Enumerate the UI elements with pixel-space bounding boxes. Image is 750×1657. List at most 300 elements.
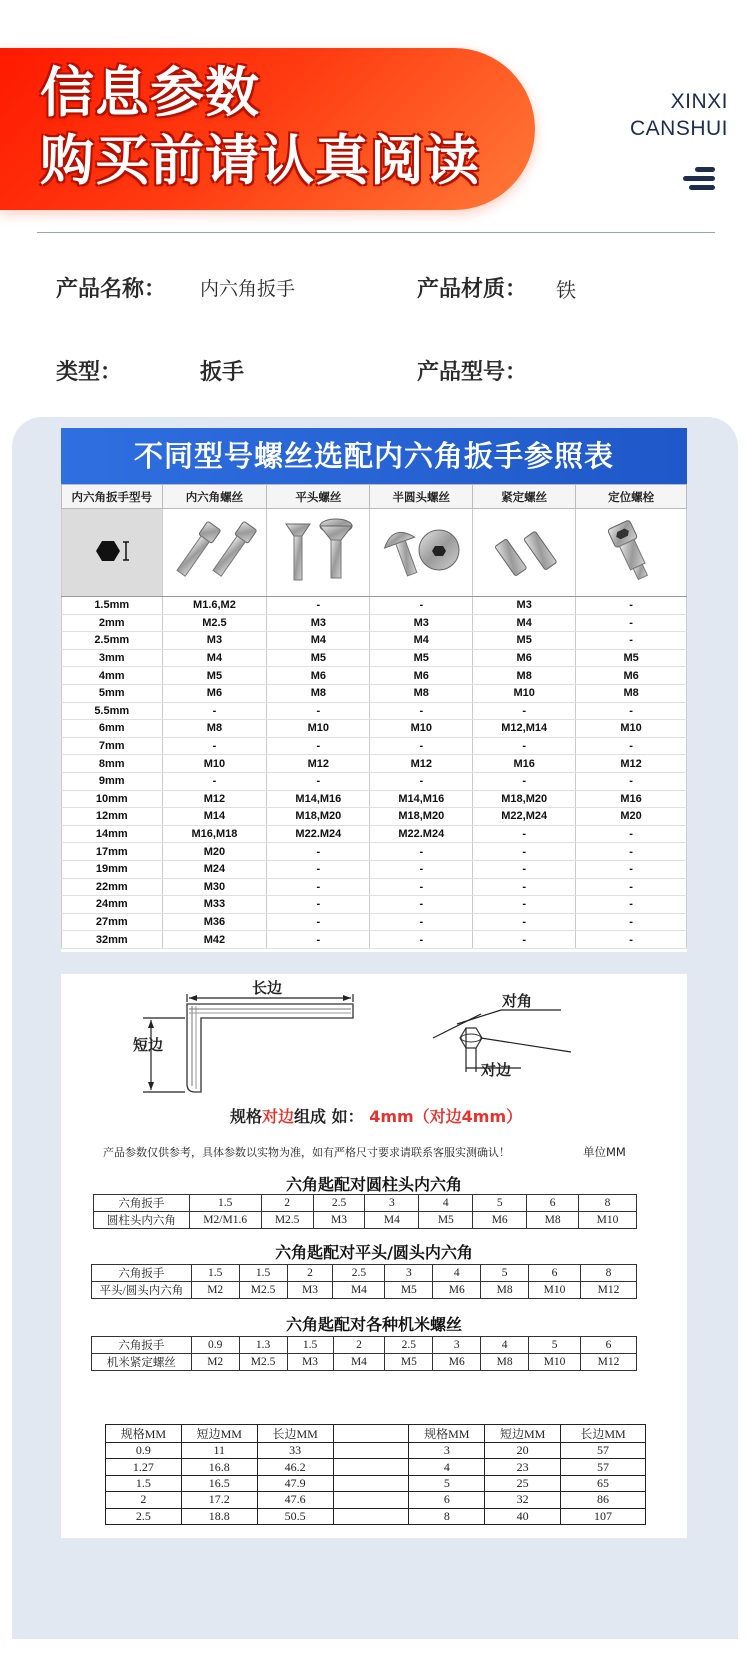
table-row [62, 825, 687, 843]
table-cell: - [267, 931, 370, 949]
table-cell: M2.5 [239, 1282, 287, 1299]
table-cell: 2 [287, 1265, 333, 1282]
table-row [62, 896, 687, 914]
table-cell: - [473, 913, 576, 931]
table-cell: M8 [162, 720, 267, 738]
table-cell: - [576, 825, 687, 843]
table-row [62, 684, 687, 702]
table-cell: 50.5 [257, 1508, 333, 1524]
match3-table [91, 1336, 637, 1371]
table-cell: M12 [581, 1354, 637, 1371]
table-cell: 机米紧定螺丝 [92, 1354, 192, 1371]
hex-key-icon [62, 509, 163, 597]
table-cell: - [267, 772, 370, 790]
table-cell [333, 1492, 409, 1508]
table-cell: M12 [370, 755, 473, 773]
product-name-value: 内六角扳手 [200, 278, 296, 300]
table-cell: M12,M14 [473, 720, 576, 738]
disclaimer-note: 产品参数仅供参考，具体参数以实物为准，如有严格尺寸要求请联系客服实测确认！ [103, 1146, 510, 1159]
table-cell: 47.9 [257, 1475, 333, 1491]
table-cell: - [162, 772, 267, 790]
col-header: 定位螺栓 [576, 485, 687, 509]
table-cell: - [473, 737, 576, 755]
table-cell: 1.5 [287, 1337, 333, 1354]
table-cell: - [370, 772, 473, 790]
table-cell: 2.5 [313, 1195, 365, 1212]
table-cell: M8 [527, 1212, 579, 1229]
table-cell: M5 [473, 632, 576, 650]
table-cell: 4 [409, 1459, 485, 1475]
table-cell: M8 [481, 1282, 529, 1299]
table-cell: 14mm [62, 825, 163, 843]
table-row [62, 597, 687, 615]
table-cell: 5mm [62, 684, 163, 702]
table-cell: M3 [287, 1282, 333, 1299]
table-row [62, 843, 687, 861]
table-cell: 7mm [62, 737, 163, 755]
table-cell: 2.5 [385, 1337, 433, 1354]
table-cell: 10mm [62, 790, 163, 808]
table-row [62, 790, 687, 808]
table-cell: - [576, 702, 687, 720]
match3-title: 六角匙配对各种机米螺丝 [285, 1315, 462, 1334]
table-cell: 8 [579, 1195, 637, 1212]
col-header: 短边MM [485, 1425, 561, 1443]
table-cell: M14 [162, 808, 267, 826]
table-row [62, 772, 687, 790]
table-row [62, 860, 687, 878]
table-cell: M22.M24 [370, 825, 473, 843]
table-cell: 2.5mm [62, 632, 163, 650]
table-cell: 47.6 [257, 1492, 333, 1508]
table-cell: 32 [485, 1492, 561, 1508]
table-cell: 32mm [62, 931, 163, 949]
unit-note: 单位MM [583, 1145, 626, 1159]
table-cell: M3 [287, 1354, 333, 1371]
col-header: 内六角螺丝 [162, 485, 267, 509]
table-cell: - [576, 843, 687, 861]
match1-title: 六角匙配对圆柱头内六角 [285, 1175, 462, 1194]
side-title-line1: XINXI [670, 90, 728, 113]
product-type-label: 类型： [56, 360, 123, 385]
table-cell: M6 [433, 1282, 481, 1299]
table-cell: 65 [561, 1475, 646, 1491]
table-cell: 1.5 [239, 1265, 287, 1282]
table-cell: - [576, 632, 687, 650]
table-cell: 6 [581, 1337, 637, 1354]
table-cell: 1.5 [106, 1475, 182, 1491]
table-cell: M5 [576, 649, 687, 667]
table-cell: - [473, 772, 576, 790]
table-cell: 27mm [62, 913, 163, 931]
table-cell: 107 [561, 1508, 646, 1524]
table-cell: 17.2 [181, 1492, 257, 1508]
table-row [106, 1443, 646, 1459]
table-cell: 六角扳手 [94, 1195, 190, 1212]
spec-prefix: 规格 [230, 1107, 263, 1126]
table-cell: 0.9 [106, 1443, 182, 1459]
table-cell: - [576, 737, 687, 755]
table-cell: 2 [333, 1337, 385, 1354]
table-cell: - [370, 737, 473, 755]
table-cell: M8 [576, 684, 687, 702]
table-row [62, 632, 687, 650]
table-cell: M4 [267, 632, 370, 650]
table-cell: - [370, 931, 473, 949]
col-header: 长边MM [257, 1425, 333, 1443]
table-cell [333, 1475, 409, 1491]
col-header: 规格MM [106, 1425, 182, 1443]
table-cell: - [473, 896, 576, 914]
table-cell: 0.9 [191, 1337, 239, 1354]
table-row [62, 649, 687, 667]
table-cell: 3mm [62, 649, 163, 667]
table-row [62, 878, 687, 896]
shoulder-bolt-icon [576, 509, 687, 597]
table-cell: 5.5mm [62, 702, 163, 720]
table-cell: 1.5mm [62, 597, 163, 615]
table-cell: 57 [561, 1443, 646, 1459]
table-cell: M22,M24 [473, 808, 576, 826]
table-cell: 22mm [62, 878, 163, 896]
table-cell: M10 [267, 720, 370, 738]
flat-label: 对边 [481, 1061, 512, 1079]
flat-head-screw-icon [267, 509, 370, 597]
table-cell: 33 [257, 1443, 333, 1459]
table-cell: - [370, 896, 473, 914]
table-cell: 25 [485, 1475, 561, 1491]
table-cell: 4 [481, 1337, 529, 1354]
table-cell: M8 [267, 684, 370, 702]
table-cell: M12 [576, 755, 687, 773]
table-cell: - [576, 772, 687, 790]
table-cell: M6 [473, 1212, 527, 1229]
reference-table-header [62, 485, 687, 509]
table-cell: 46.2 [257, 1459, 333, 1475]
table-cell: - [370, 702, 473, 720]
table-cell: - [370, 597, 473, 615]
table-row [106, 1475, 646, 1491]
table-cell: M2/M1.6 [189, 1212, 261, 1229]
table-cell: 4 [433, 1265, 481, 1282]
table-cell: 40 [485, 1508, 561, 1524]
table-cell: - [576, 913, 687, 931]
table-cell: 6 [527, 1195, 579, 1212]
table-cell: 2 [261, 1195, 313, 1212]
table-row [62, 702, 687, 720]
table-cell: M22.M24 [267, 825, 370, 843]
table-cell: - [576, 860, 687, 878]
table-cell: 8mm [62, 755, 163, 773]
product-name-label: 产品名称： [56, 277, 167, 302]
table-cell: M10 [162, 755, 267, 773]
menu-icon[interactable] [683, 167, 715, 191]
table-cell: M18,M20 [473, 790, 576, 808]
table-cell: M16,M18 [162, 825, 267, 843]
table-cell: M6 [473, 649, 576, 667]
table-cell: 16.8 [181, 1459, 257, 1475]
table-cell: - [576, 896, 687, 914]
table-cell: - [473, 878, 576, 896]
table-cell: M6 [162, 684, 267, 702]
screw-image-row [62, 509, 687, 597]
spec-mid: 组成 如： [294, 1107, 364, 1126]
table-cell: 3 [365, 1195, 419, 1212]
table-cell: - [576, 597, 687, 615]
table-cell: - [162, 737, 267, 755]
match2-table [91, 1264, 637, 1299]
table-cell: 18.8 [181, 1508, 257, 1524]
table-cell: M10 [370, 720, 473, 738]
table-cell: M5 [385, 1282, 433, 1299]
table-cell: 圆柱头内六角 [94, 1212, 190, 1229]
socket-cap-screw-icon [162, 509, 267, 597]
table-cell: M6 [370, 667, 473, 685]
table-cell: M20 [162, 843, 267, 861]
table-cell: M14,M16 [370, 790, 473, 808]
side-title-line2: CANSHUI [629, 117, 728, 140]
table-cell: 3 [409, 1443, 485, 1459]
table-cell: 1.5 [189, 1195, 261, 1212]
table-cell: 2.5 [106, 1508, 182, 1524]
table-cell: 3 [433, 1337, 481, 1354]
table-cell [333, 1459, 409, 1475]
table-row [106, 1492, 646, 1508]
table-cell: 24mm [62, 896, 163, 914]
table-cell: M4 [473, 614, 576, 632]
table-cell: 2mm [62, 614, 163, 632]
table-cell: - [370, 843, 473, 861]
banner-title: 信息参数 [40, 61, 260, 124]
table-cell: 六角扳手 [92, 1337, 192, 1354]
table-cell: 9mm [62, 772, 163, 790]
table-cell: M3 [162, 632, 267, 650]
table-cell: 12mm [62, 808, 163, 826]
table-cell: M4 [333, 1282, 385, 1299]
match2-wrench-row [92, 1265, 637, 1282]
table-cell: M2 [191, 1282, 239, 1299]
header-divider [37, 232, 715, 233]
table-cell: M3 [473, 597, 576, 615]
table-cell: 4 [419, 1195, 473, 1212]
table-cell: M6 [576, 667, 687, 685]
table-cell: M36 [162, 913, 267, 931]
table-cell: M4 [370, 632, 473, 650]
short-side-label: 短边 [133, 1036, 164, 1054]
table-row [62, 720, 687, 738]
table-cell: M2.5 [261, 1212, 313, 1229]
table-cell: M8 [473, 667, 576, 685]
table-cell: 19mm [62, 860, 163, 878]
table-cell: 6mm [62, 720, 163, 738]
col-header: 规格MM [409, 1425, 485, 1443]
table-cell: M5 [419, 1212, 473, 1229]
table-cell: 5 [409, 1475, 485, 1491]
table-cell: M1.6,M2 [162, 597, 267, 615]
table-row [62, 913, 687, 931]
table-cell: - [267, 913, 370, 931]
col-header: 半圆头螺丝 [370, 485, 473, 509]
table-cell: 5 [481, 1265, 529, 1282]
table-cell: 6 [529, 1265, 581, 1282]
product-material-value: 铁 [556, 278, 576, 302]
table-cell: 86 [561, 1492, 646, 1508]
product-type-value: 扳手 [200, 360, 245, 385]
table-cell: M10 [579, 1212, 637, 1229]
table-cell: - [576, 614, 687, 632]
table-cell: M5 [385, 1354, 433, 1371]
col-header: 短边MM [181, 1425, 257, 1443]
table-cell: M4 [333, 1354, 385, 1371]
table-row [62, 614, 687, 632]
table-cell: - [267, 896, 370, 914]
table-cell: M3 [370, 614, 473, 632]
table-cell: M2 [191, 1354, 239, 1371]
table-row [106, 1508, 646, 1524]
table-cell: - [370, 913, 473, 931]
table-cell: - [267, 702, 370, 720]
reference-table-card [61, 428, 687, 952]
table-cell: M6 [267, 667, 370, 685]
table-cell: 17mm [62, 843, 163, 861]
table-cell: M18,M20 [267, 808, 370, 826]
match1-table [93, 1194, 637, 1229]
table-cell: M12 [162, 790, 267, 808]
table-cell: - [267, 597, 370, 615]
table-cell: - [267, 843, 370, 861]
match2-screw-row [92, 1282, 637, 1299]
table-row [106, 1459, 646, 1475]
banner-subtitle: 购买前请认真阅读 [40, 129, 480, 192]
spec-line [230, 1104, 522, 1127]
table-cell: M24 [162, 860, 267, 878]
table-cell: 1.27 [106, 1459, 182, 1475]
table-cell [333, 1443, 409, 1459]
table-cell: 8 [409, 1508, 485, 1524]
table-cell: M30 [162, 878, 267, 896]
table-cell: M12 [581, 1282, 637, 1299]
table-cell: - [473, 860, 576, 878]
table-cell: M6 [433, 1354, 481, 1371]
table-cell: - [576, 931, 687, 949]
table-cell: 23 [485, 1459, 561, 1475]
col-header: 紧定螺丝 [473, 485, 576, 509]
table-cell: - [162, 702, 267, 720]
table-row [62, 667, 687, 685]
table-cell: 1.3 [239, 1337, 287, 1354]
table-cell: 六角扳手 [92, 1265, 192, 1282]
col-header [333, 1425, 409, 1443]
table-row [62, 808, 687, 826]
table-cell: 11 [181, 1443, 257, 1459]
col-header: 长边MM [561, 1425, 646, 1443]
table-cell: - [576, 878, 687, 896]
table-cell: M10 [529, 1354, 581, 1371]
table-cell: 3 [385, 1265, 433, 1282]
dimensions-table [105, 1424, 646, 1525]
table-cell: M8 [370, 684, 473, 702]
table-cell: - [473, 702, 576, 720]
table-cell: 57 [561, 1459, 646, 1475]
table-cell: M3 [267, 614, 370, 632]
table-cell: - [370, 860, 473, 878]
match1-screw-row [94, 1212, 637, 1229]
dims-header-row [106, 1425, 646, 1443]
match1-wrench-row [94, 1195, 637, 1212]
table-cell: M2.5 [239, 1354, 287, 1371]
table-cell: M14,M16 [267, 790, 370, 808]
table-cell: M4 [365, 1212, 419, 1229]
table-cell: 6 [409, 1492, 485, 1508]
table-cell: M5 [370, 649, 473, 667]
spec-example: 4mm（对边4mm） [369, 1107, 523, 1126]
table-cell: 20 [485, 1443, 561, 1459]
table-cell: M10 [529, 1282, 581, 1299]
product-model-label: 产品型号： [417, 360, 528, 385]
table-cell: - [473, 825, 576, 843]
table-row [62, 737, 687, 755]
table-cell: - [473, 843, 576, 861]
table-cell: M16 [576, 790, 687, 808]
table-cell: 5 [473, 1195, 527, 1212]
table-cell: 16.5 [181, 1475, 257, 1491]
table-cell: M33 [162, 896, 267, 914]
table-cell: 2 [106, 1492, 182, 1508]
table-cell: - [267, 860, 370, 878]
match2-title: 六角匙配对平头/圆头内六角 [275, 1243, 473, 1262]
col-header: 内六角扳手型号 [62, 485, 163, 509]
button-head-screw-icon [370, 509, 473, 597]
match3-wrench-row [92, 1337, 637, 1354]
product-material-label: 产品材质： [417, 277, 528, 302]
table-cell: 5 [529, 1337, 581, 1354]
table-cell: 8 [581, 1265, 637, 1282]
table-cell: M18,M20 [370, 808, 473, 826]
spec-highlight: 对边 [262, 1107, 295, 1126]
table-cell: M8 [481, 1354, 529, 1371]
corner-label: 对角 [502, 992, 533, 1010]
table-cell: M16 [473, 755, 576, 773]
table-row [62, 755, 687, 773]
long-side-label: 长边 [252, 979, 283, 997]
table-cell: 2.5 [333, 1265, 385, 1282]
table-cell: - [473, 931, 576, 949]
table-cell: - [370, 878, 473, 896]
table-cell: M2.5 [162, 614, 267, 632]
table-cell: 平头/圆头内六角 [92, 1282, 192, 1299]
table-cell: 4mm [62, 667, 163, 685]
table-cell: 1.5 [191, 1265, 239, 1282]
table-cell: M5 [267, 649, 370, 667]
table-cell [333, 1508, 409, 1524]
table-cell: - [267, 737, 370, 755]
reference-table-title: 不同型号螺丝选配内六角扳手参照表 [61, 428, 687, 484]
match3-screw-row [92, 1354, 637, 1371]
table-row [62, 931, 687, 949]
set-screw-icon [473, 509, 576, 597]
table-cell: M42 [162, 931, 267, 949]
table-cell: M20 [576, 808, 687, 826]
table-cell: M3 [313, 1212, 365, 1229]
table-cell: M12 [267, 755, 370, 773]
reference-table [61, 484, 687, 949]
col-header: 平头螺丝 [267, 485, 370, 509]
table-cell: - [267, 878, 370, 896]
table-cell: M5 [162, 667, 267, 685]
table-cell: M10 [576, 720, 687, 738]
table-cell: M10 [473, 684, 576, 702]
table-cell: M4 [162, 649, 267, 667]
